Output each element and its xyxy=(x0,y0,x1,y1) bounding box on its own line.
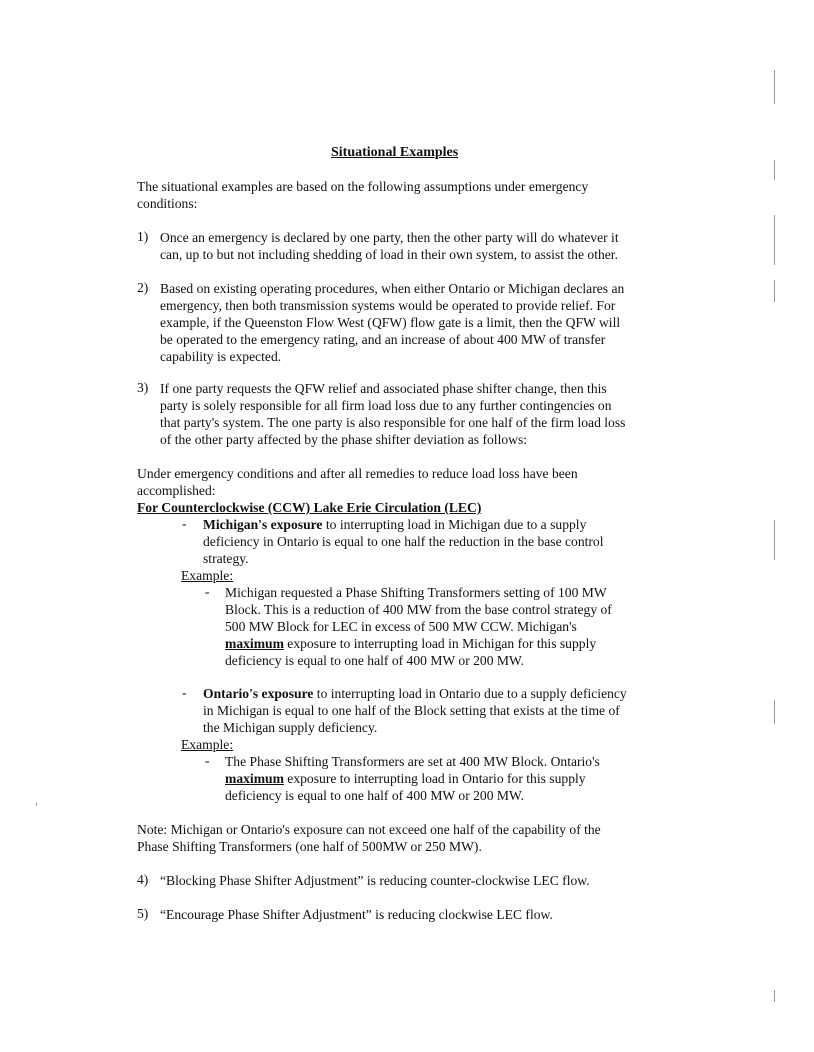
michigan-maximum-rest: exposure to interrupting load in Michigan for this supply xyxy=(283,636,597,651)
ontario-maximum-rest: exposure to interrupting load in Ontario for this supply xyxy=(283,771,586,786)
item-2-line-1: Based on existing operating procedures, when either Ontario or Michigan declares an xyxy=(160,281,625,296)
michigan-example-line-4 xyxy=(225,635,596,652)
item-1-line-2: can, up to but not including shedding of load in their own system, to assist the other. xyxy=(160,247,618,262)
michigan-line-1-rest: to interrupting load in Michigan due to a supply xyxy=(322,517,587,532)
michigan-line-1 xyxy=(203,516,586,533)
ontario-example-line-2 xyxy=(225,770,586,787)
ontario-line-1 xyxy=(203,685,627,702)
ontario-dash: - xyxy=(182,685,187,700)
scan-mark xyxy=(774,70,775,104)
item-2-line-3: example, if the Queenston Flow West (QFW) flow gate is a limit, then the QFW will xyxy=(160,315,621,330)
item-2-line-4: be operated to the emergency rating, and an increase of about 400 MW of transfer xyxy=(160,332,606,347)
item-1-number: 1) xyxy=(137,229,149,244)
ontario-line-1-rest: to interrupting load in Ontario due to a supply deficiency xyxy=(313,686,627,701)
item-4-number: 4) xyxy=(137,872,149,887)
item-2-line-2: emergency, then both transmission systems would be operated to provide relief. For xyxy=(160,298,616,313)
scan-mark xyxy=(774,520,775,560)
item-3-line-2: party is solely responsible for all firm load loss due to any further contingencies on xyxy=(160,398,612,413)
ontario-example-line-3: deficiency is equal to one half of 400 MW or 200 MW. xyxy=(225,788,524,803)
item-5-number: 5) xyxy=(137,906,149,921)
michigan-dash: - xyxy=(182,516,187,531)
item-3-number: 3) xyxy=(137,380,149,395)
scan-mark xyxy=(36,803,37,806)
intro-line-1: The situational examples are based on the following assumptions under emergency xyxy=(137,179,589,194)
item-2-number: 2) xyxy=(137,280,149,295)
michigan-example-line-2: Block. This is a reduction of 400 MW from the base control strategy of xyxy=(225,602,612,617)
page-title: Situational Examples xyxy=(331,145,459,160)
item-4-text: “Blocking Phase Shifter Adjustment” is reducing counter-clockwise LEC flow. xyxy=(160,873,590,888)
item-1-line-1: Once an emergency is declared by one party, then the other party will do whatever it xyxy=(160,230,619,245)
ontario-line-2: in Michigan is equal to one half of the Block setting that exists at the time of xyxy=(203,703,620,718)
ontario-example-line-1: The Phase Shifting Transformers are set at 400 MW Block. Ontario's xyxy=(225,754,600,769)
under-line-1: Under emergency conditions and after all remedies to reduce load loss have been xyxy=(137,466,578,481)
item-3-line-3: that party's system. The one party is also responsible for one half of the firm load loss xyxy=(160,415,626,430)
ontario-line-3: the Michigan supply deficiency. xyxy=(203,720,378,735)
scan-mark xyxy=(774,990,775,1002)
ontario-exposure-bold: Ontario's exposure xyxy=(203,686,314,701)
intro-line-2: conditions: xyxy=(137,196,198,211)
michigan-example-label: Example: xyxy=(181,568,234,583)
michigan-example-line-5: deficiency is equal to one half of 400 MW or 200 MW. xyxy=(225,653,524,668)
note-line-2: Phase Shifting Transformers (one half of 500MW or 250 MW). xyxy=(137,839,482,854)
ccw-heading: For Counterclockwise (CCW) Lake Erie Circulation (LEC) xyxy=(137,500,482,515)
item-3-line-4: of the other party affected by the phase shifter deviation as follows: xyxy=(160,432,528,447)
scan-mark xyxy=(774,280,775,302)
ontario-maximum-word: maximum xyxy=(225,771,284,786)
michigan-maximum-word: maximum xyxy=(225,636,284,651)
michigan-example-line-1: Michigan requested a Phase Shifting Transformers setting of 100 MW xyxy=(225,585,607,600)
item-3-line-1: If one party requests the QFW relief and associated phase shifter change, then this xyxy=(160,381,607,396)
scan-mark xyxy=(774,700,775,724)
item-2-line-5: capability is expected. xyxy=(160,349,282,364)
michigan-line-3: strategy. xyxy=(203,551,249,566)
michigan-example-line-3: 500 MW Block for LEC in excess of 500 MW CCW. Michigan's xyxy=(225,619,577,634)
ontario-example-label: Example: xyxy=(181,737,234,752)
note-line-1: Note: Michigan or Ontario's exposure can not exceed one half of the capability of the xyxy=(137,822,601,837)
ontario-example-dash: - xyxy=(205,753,210,768)
scan-mark xyxy=(774,215,775,265)
michigan-line-2: deficiency in Ontario is equal to one half the reduction in the base control xyxy=(203,534,604,549)
item-5-text: “Encourage Phase Shifter Adjustment” is reducing clockwise LEC flow. xyxy=(160,907,553,922)
under-line-2: accomplished: xyxy=(137,483,216,498)
scan-mark xyxy=(774,160,775,180)
michigan-example-dash: - xyxy=(205,584,210,599)
michigan-exposure-bold: Michigan's exposure xyxy=(203,517,323,532)
